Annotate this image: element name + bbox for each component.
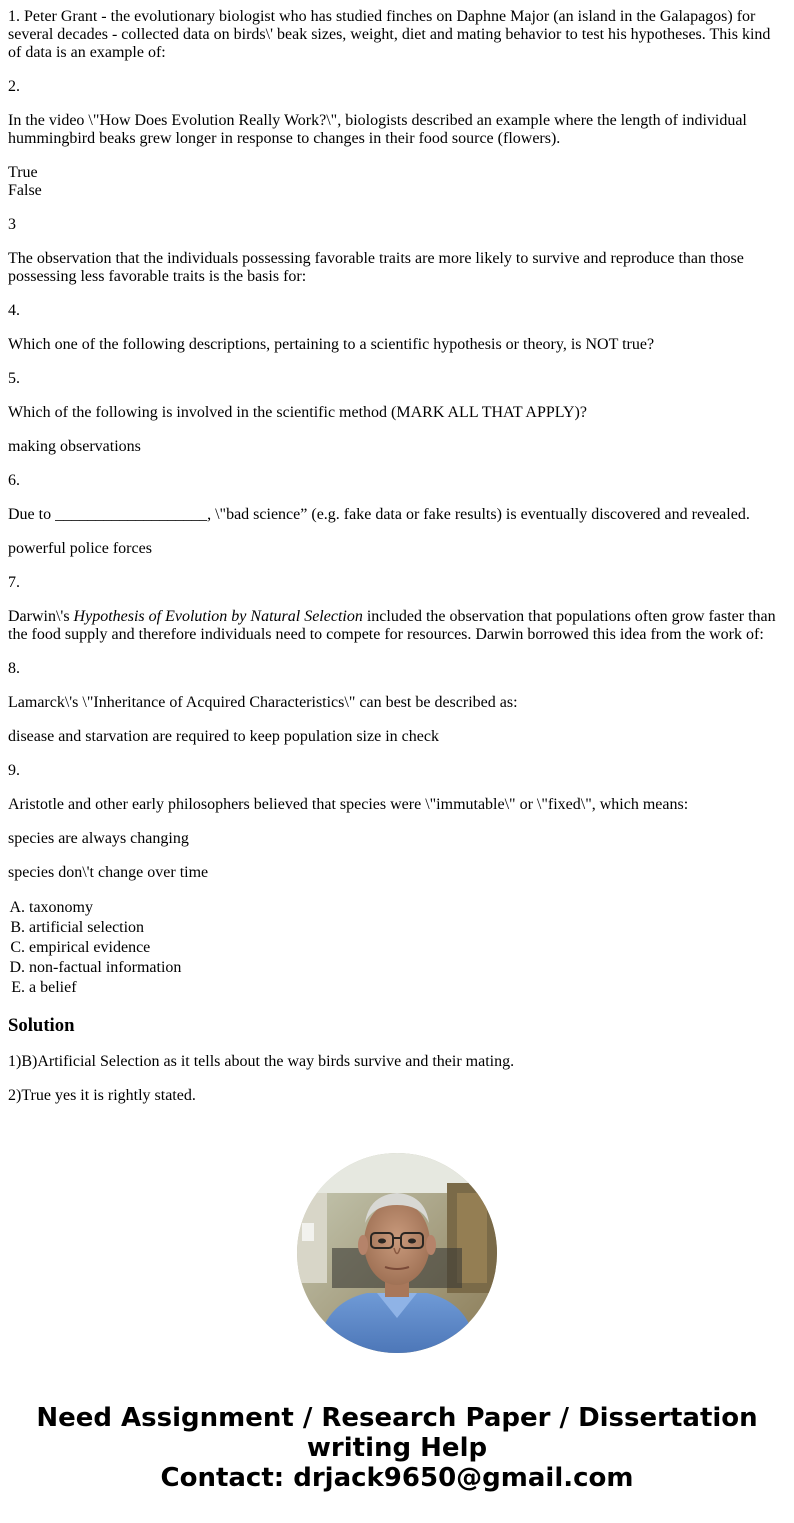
question-7-pre: Darwin\'s bbox=[8, 608, 74, 625]
question-7-number: 7. bbox=[8, 574, 20, 591]
question-4-number: 4. bbox=[8, 302, 20, 319]
question-5-number: 5. bbox=[8, 370, 20, 387]
choice-a: A. taxonomy bbox=[29, 898, 786, 918]
question-9: Aristotle and other early philosophers believed that species were \"immutable\" or \"fixed\", which means: bbox=[8, 796, 689, 813]
question-5: Which of the following is involved in the scientific method (MARK ALL THAT APPLY)? bbox=[8, 404, 587, 421]
question-2-options bbox=[8, 164, 786, 200]
question-3-number: 3 bbox=[8, 216, 16, 233]
cta-line-1: Need Assignment / Research Paper / Dissertation bbox=[36, 1403, 758, 1433]
question-7-emphasis: Hypothesis of Evolution by Natural Selection bbox=[73, 608, 363, 625]
answer-choices-list bbox=[8, 898, 786, 998]
question-9-number: 9. bbox=[8, 762, 20, 779]
solution-answer-2: 2)True yes it is rightly stated. bbox=[8, 1087, 196, 1104]
question-6: Due to ___________________, \"bad science” (e.g. fake data or fake results) is eventually discovered and revealed. bbox=[8, 506, 750, 523]
question-6-number: 6. bbox=[8, 472, 20, 489]
question-9-option-2: species don\'t change over time bbox=[8, 864, 209, 881]
question-8-option: disease and starvation are required to keep population size in check bbox=[8, 728, 439, 745]
choice-e: E. a belief bbox=[29, 978, 786, 998]
solution-heading: Solution bbox=[8, 1015, 75, 1036]
document-body bbox=[8, 8, 786, 1121]
contact-banner bbox=[0, 1403, 794, 1493]
question-8-number: 8. bbox=[8, 660, 20, 677]
choice-b: B. artificial selection bbox=[29, 918, 786, 938]
option-true: True bbox=[8, 164, 38, 181]
choice-c: C. empirical evidence bbox=[29, 938, 786, 958]
question-5-option: making observations bbox=[8, 438, 141, 455]
option-false: False bbox=[8, 182, 42, 199]
question-7 bbox=[8, 608, 786, 644]
question-9-option-1: species are always changing bbox=[8, 830, 189, 847]
cta-line-2: writing Help bbox=[306, 1433, 488, 1463]
solution-answer-1: 1)B)Artificial Selection as it tells about the way birds survive and their mating. bbox=[8, 1053, 515, 1070]
question-7-post: included the observation that populations often grow faster than the food supply and therefore individuals need to compete for resources. Darwin borrowed this idea from the work of: bbox=[8, 608, 776, 643]
cta-contact-email: Contact: drjack9650@gmail.com bbox=[160, 1463, 634, 1493]
question-3: The observation that the individuals possessing favorable traits are more likely to survive and reproduce than those possessing less favorable traits is the basis for: bbox=[8, 250, 744, 285]
question-1: 1. Peter Grant - the evolutionary biologist who has studied finches on Daphne Major (an island in the Galapagos) for several decades - collected data on birds\' beak sizes, weight, diet and mating behavior to test his hypotheses. This kind of data is an example of: bbox=[8, 8, 771, 61]
author-portrait-icon bbox=[297, 1153, 497, 1353]
question-2: In the video \"How Does Evolution Really Work?\", biologists described an example where the length of individual hummingbird beaks grew longer in response to changes in their food source (flowers). bbox=[8, 112, 747, 147]
author-avatar bbox=[297, 1153, 497, 1353]
question-4: Which one of the following descriptions, pertaining to a scientific hypothesis or theory, is NOT true? bbox=[8, 336, 655, 353]
question-2-number: 2. bbox=[8, 78, 20, 95]
question-8: Lamarck\'s \"Inheritance of Acquired Characteristics\" can best be described as: bbox=[8, 694, 518, 711]
question-6-option: powerful police forces bbox=[8, 540, 152, 557]
choice-d: D. non-factual information bbox=[29, 958, 786, 978]
